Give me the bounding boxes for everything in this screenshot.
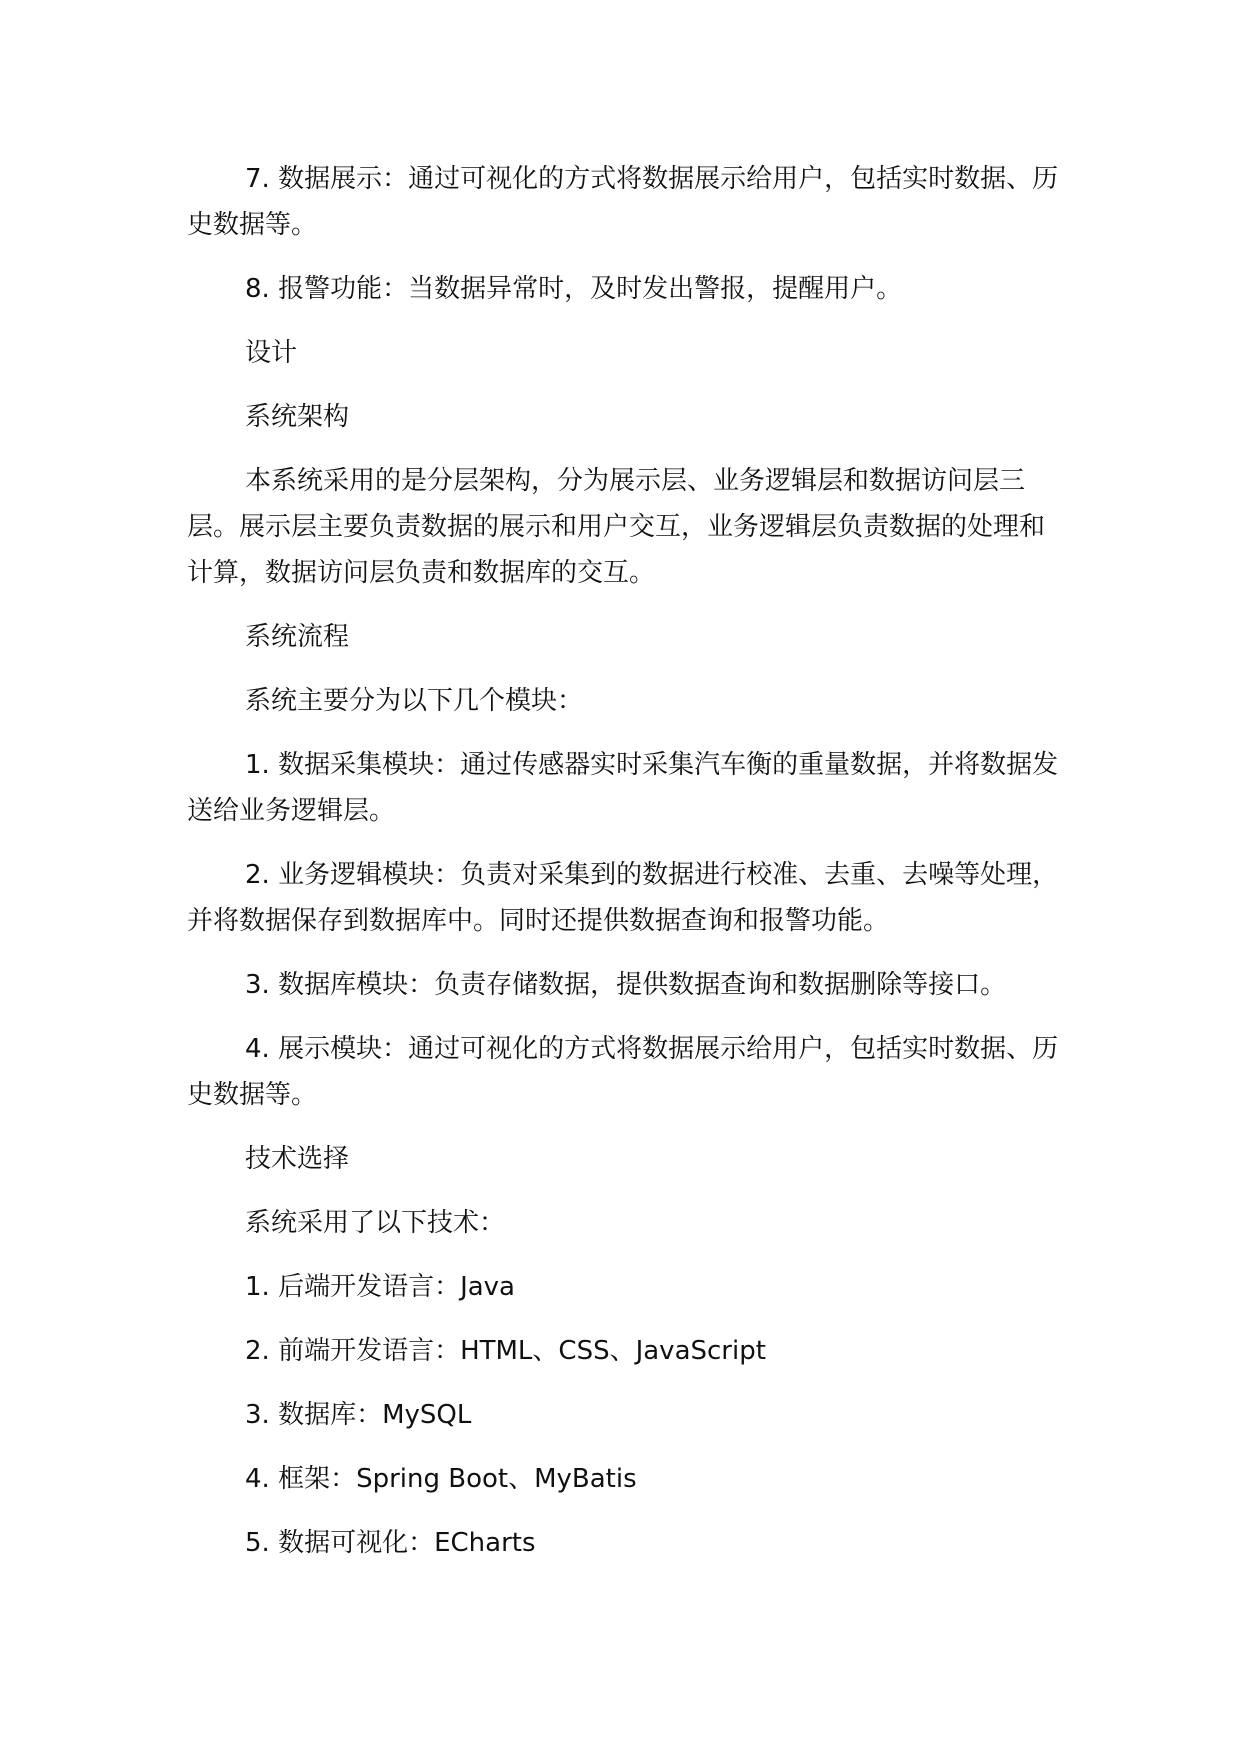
list-item-visualization: 5. 数据可视化：ECharts [245,1528,536,1558]
list-item-collection-module: 1. 数据采集模块：通过传感器实时采集汽车衡的重量数据，并将数据发送给业务逻辑层。 [187,750,1059,826]
list-item-display-module: 4. 展示模块：通过可视化的方式将数据展示给用户，包括实时数据、历史数据等。 [187,1034,1059,1110]
list-item-alarm-function: 8. 报警功能：当数据异常时，及时发出警报，提醒用户。 [245,274,903,304]
paragraph-tech-intro: 系统采用了以下技术： [245,1208,506,1238]
list-item-database: 3. 数据库：MySQL [245,1400,472,1430]
section-heading-architecture: 系统架构 [245,402,350,432]
paragraph-modules-intro: 系统主要分为以下几个模块： [245,686,584,716]
list-item-data-display: 7. 数据展示：通过可视化的方式将数据展示给用户，包括实时数据、历史数据等。 [187,164,1059,240]
section-heading-flow: 系统流程 [245,622,350,652]
section-heading-design: 设计 [245,338,298,368]
list-item-frontend: 2. 前端开发语言：HTML、CSS、JavaScript [245,1336,766,1366]
list-item-backend: 1. 后端开发语言：Java [245,1272,515,1302]
list-item-database-module: 3. 数据库模块：负责存储数据，提供数据查询和数据删除等接口。 [245,970,1007,1000]
section-heading-tech: 技术选择 [245,1144,350,1174]
paragraph-architecture: 本系统采用的是分层架构，分为展示层、业务逻辑层和数据访问层三层。展示层主要负责数据的展示和用户交互，业务逻辑层负责数据的处理和计算，数据访问层负责和数据库的交互。 [187,466,1046,588]
document-body [187,156,1067,1584]
list-item-framework: 4. 框架：Spring Boot、MyBatis [245,1464,637,1494]
list-item-logic-module: 2. 业务逻辑模块：负责对采集到的数据进行校准、去重、去噪等处理，并将数据保存到数据库中。同时还提供数据查询和报警功能。 [187,860,1059,936]
